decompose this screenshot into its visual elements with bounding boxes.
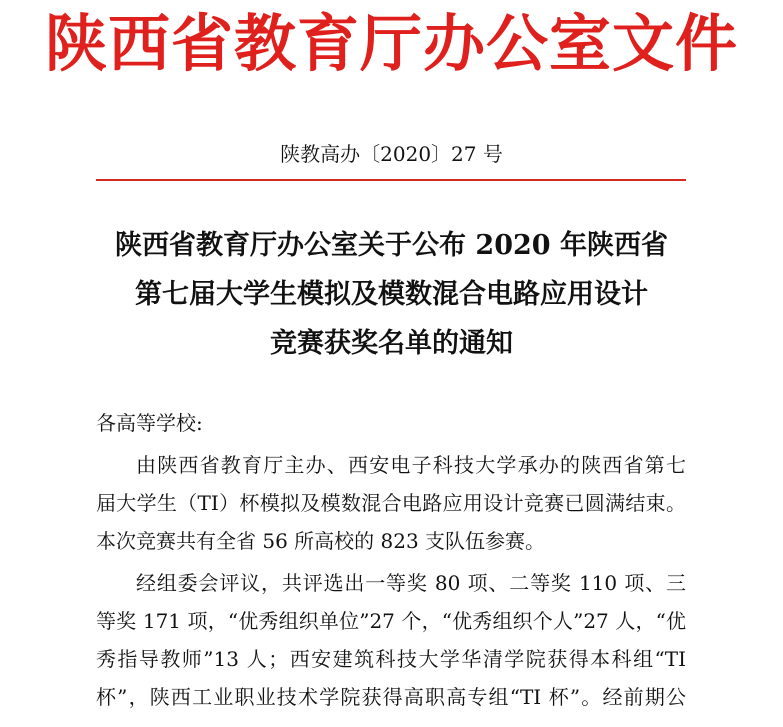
paragraph-1-line-1: 由陕西省教育厅主办、西安电子科技大学承办的陕西省第七 [136, 453, 686, 477]
paragraph-1-line-3: 本次竞赛共有全省 56 所高校的 823 支队伍参赛。 [96, 529, 546, 553]
issuer-masthead: 陕西省教育厅办公室文件 [44, 7, 738, 80]
paragraph-2-line-4: 杯”，陕西工业职业技术学院获得高职高专组“TI 杯”。经前期公 [96, 685, 686, 709]
paragraph-1-line-2: 届大学生（TI）杯模拟及模数混合电路应用设计竞赛已圆满结束。 [96, 491, 686, 515]
paragraph-2-line-1: 经组委会评议，共评选出一等奖 80 项、二等奖 110 项、三 [136, 571, 686, 595]
notice-title [0, 221, 783, 368]
title-line-1: 陕西省教育厅办公室关于公布 2020 年陕西省 [115, 230, 668, 261]
paragraph-2-line-2: 等奖 171 项，“优秀组织单位”27 个，“优秀组织个人”27 人，“优 [96, 609, 686, 633]
title-line-3: 竞赛获奖名单的通知 [270, 328, 513, 359]
document-number: 陕教高办〔2020〕27 号 [280, 142, 503, 166]
red-divider-line [96, 179, 686, 181]
title-line-2: 第七届大学生模拟及模数混合电路应用设计 [135, 279, 648, 310]
salutation: 各高等学校: [96, 411, 203, 435]
paragraph-2-line-3: 秀指导教师”13 人；西安建筑科技大学华清学院获得本科组“TI [96, 647, 686, 671]
